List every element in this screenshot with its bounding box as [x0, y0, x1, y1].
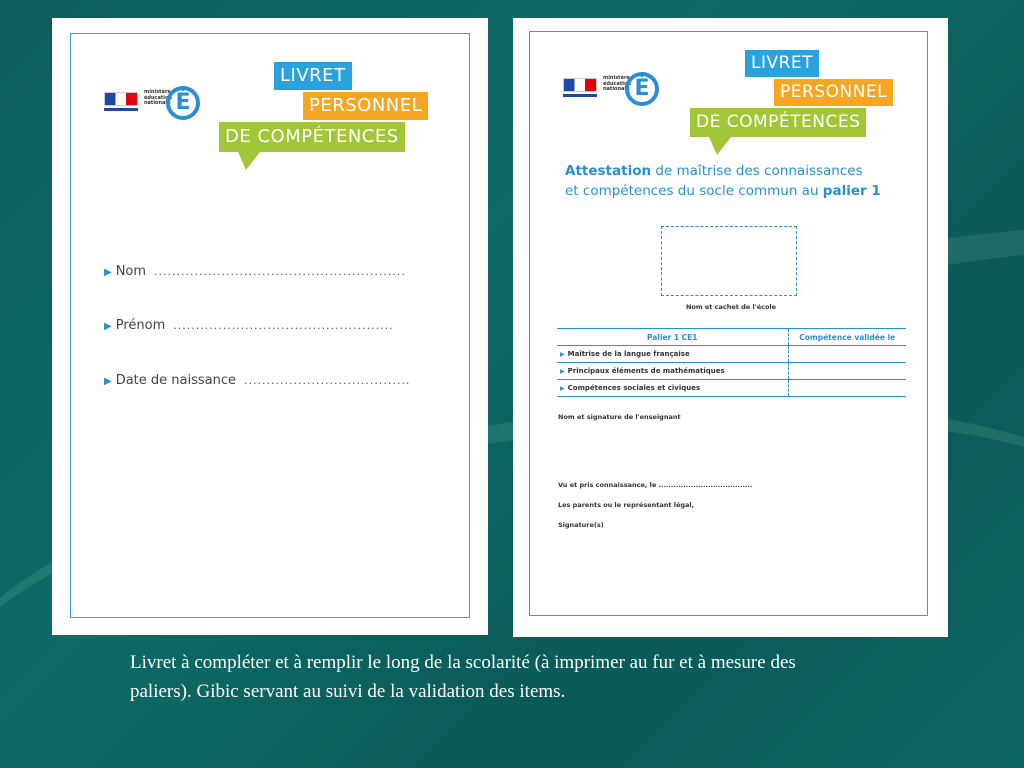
table-cell-competence — [557, 380, 788, 397]
table-header-validee: Compétence validée le — [788, 329, 906, 346]
ministry-line-2: éducation — [144, 94, 172, 101]
parents-label: Les parents ou le représentant légal, — [558, 501, 695, 509]
speech-bubble-tail — [709, 137, 731, 155]
table-cell-date[interactable] — [788, 380, 906, 397]
field-nom — [104, 264, 406, 279]
palier-table — [557, 328, 906, 397]
ministry-line-1: ministère — [603, 75, 630, 81]
table-header-row — [557, 329, 906, 346]
arrow-icon: ▶ — [104, 321, 112, 332]
tag-de-competences: DE COMPÉTENCES — [219, 122, 405, 152]
field-date-de-naissance — [104, 373, 410, 388]
table-header-palier: Palier 1 CE1 — [557, 329, 788, 346]
field-dots: ..................................... — [244, 374, 411, 387]
attestation-title — [565, 161, 925, 201]
table-cell-competence — [557, 363, 788, 380]
arrow-icon: ▶ — [560, 385, 565, 392]
table-row — [557, 380, 906, 397]
stamp-label: Nom et cachet de l'école — [685, 303, 777, 311]
french-flag-icon — [563, 78, 597, 92]
field-label: Date de naissance — [115, 373, 237, 388]
field-dots: ................................................. — [173, 319, 394, 332]
table-cell-competence — [557, 346, 788, 363]
ministry-line-1: ministère — [144, 89, 171, 95]
slide-caption: Livret à compléter et à remplir le long de la scolarité (à imprimer au fur et à mesure des paliers). Gibic servant au suivi de la validation des items. — [130, 652, 796, 702]
teacher-signature-label: Nom et signature de l'enseignant — [558, 413, 681, 421]
table-cell-date[interactable] — [788, 363, 906, 380]
school-stamp-box[interactable] — [661, 226, 797, 296]
field-dots: ........................................................ — [154, 265, 406, 278]
table-cell-date[interactable] — [788, 346, 906, 363]
field-label: Nom — [115, 264, 147, 279]
tag-personnel: PERSONNEL — [303, 92, 428, 120]
attestation-page — [513, 18, 948, 637]
ministry-line-3: nationale — [144, 100, 171, 106]
attestation-bold: Attestation — [565, 163, 652, 179]
flag-underline — [563, 94, 597, 97]
education-e-icon: É — [625, 72, 659, 106]
competence-label: Principaux éléments de mathématiques — [567, 367, 725, 375]
tag-de-competences: DE COMPÉTENCES — [690, 108, 866, 137]
arrow-icon: ▶ — [560, 351, 565, 358]
speech-bubble-tail — [238, 152, 260, 170]
signatures-label: Signature(s) — [558, 521, 604, 529]
competence-label: Maîtrise de la langue française — [567, 350, 690, 358]
attestation-palier: palier 1 — [822, 183, 881, 199]
arrow-icon: ▶ — [104, 267, 112, 278]
field-label: Prénom — [115, 318, 166, 333]
attestation-line-1: de maîtrise des connaissances — [651, 163, 863, 179]
attestation-line-2: et compétences du socle commun au — [565, 183, 823, 199]
vu-pris-connaissance: Vu et pris connaissance, le ...................................... — [558, 481, 753, 489]
table-row — [557, 346, 906, 363]
tag-livret: LIVRET — [274, 62, 352, 90]
arrow-icon: ▶ — [104, 376, 112, 387]
livret-cover-page — [52, 18, 488, 635]
flag-underline — [104, 108, 138, 111]
education-e-icon: É — [166, 86, 200, 120]
tag-livret: LIVRET — [745, 50, 819, 77]
competence-label: Compétences sociales et civiques — [567, 384, 701, 392]
ministry-line-3: nationale — [603, 86, 630, 92]
tag-personnel: PERSONNEL — [774, 79, 893, 106]
ministry-line-2: éducation — [603, 80, 631, 87]
table-row — [557, 363, 906, 380]
field-prenom — [104, 318, 394, 333]
arrow-icon: ▶ — [560, 368, 565, 375]
french-flag-icon — [104, 92, 138, 106]
